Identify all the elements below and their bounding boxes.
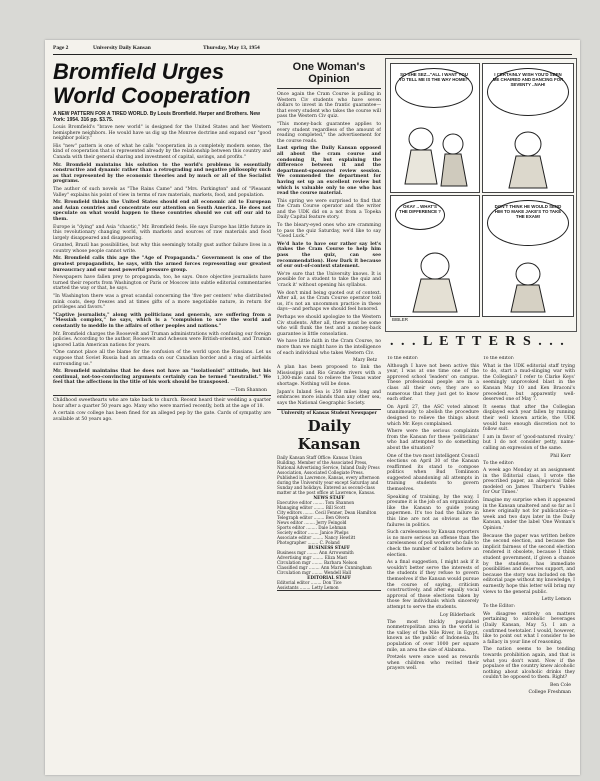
lead-paragraph: Mr. Bromfield maintains his solution to the world's problems is essentially constructive and dynamic rather than a retrograding and negative philosophy such as that represented by the economic theories and by much or all of the Socialist programs. xyxy=(53,162,271,185)
staff-line: Circulation mgr ........ Barbara Nelson xyxy=(277,560,358,566)
letter-signature: Ben Cole xyxy=(550,682,571,688)
letter-paragraph: Such carelessness by Kansan reporters is no more serious an offense than the carelessness of poll worker who fails to check the number of ballots before an election. xyxy=(387,530,479,558)
staff-line: Society editor ........ Janice Phelps xyxy=(277,530,349,536)
book-byline: A NEW PATTERN FOR A TIRED WORLD. By Louis Bromfield. Harper and Brothers. New York: 1954. 316 pp. $3.75. xyxy=(53,111,261,123)
letter-signature: College Freshman xyxy=(528,689,571,695)
letter-paragraph: Although I have not been active this year, I was at one time one of the approved school 'leaders' on campus. These professional people are in a class all their own; they are so numerous that they just get to know each other. xyxy=(387,363,479,403)
lead-paragraph: Mr. Bromfield maintains that he does not have an "isolationist" attitude, but his continual, not-too-convincing arguments certainly can be termed "neutralist." We feel that the affections in the title of his work should be transposed. xyxy=(53,369,271,386)
masthead-name: Daily Kansan xyxy=(297,417,361,454)
staff-line: Sports editor ........ Dale Lehman xyxy=(277,525,347,531)
opinion-column xyxy=(277,58,381,770)
lead-article xyxy=(53,60,271,770)
letter-paragraph: It seems that after the Collegian displayed each year fallen by running their well known article, the UDK would have enough discretion not to follow suit. xyxy=(483,404,575,433)
opinion-paragraph: "This money-back guarantee applies to every student regardless of the amount of reading completed," the advertisement for the course reads. xyxy=(277,121,381,144)
speech-bubble: DON'T THINK HE WOULD SEND HIM TO MAKE JAKE'S TO TAKE THE EXAM! xyxy=(487,200,569,246)
opinion-paragraph: This spring we were surprised to find that the Cram Course operator and the writer and the UDK did on a not from a Topeka Daily Capital feature story. xyxy=(277,198,381,221)
letter-paragraph: To the editor: xyxy=(483,460,515,466)
news-staff-label: NEWS STAFF xyxy=(313,495,345,501)
newspaper-page xyxy=(45,40,580,775)
cartoon-figure-icon xyxy=(483,64,573,192)
staff-line: Advertising mgr ........ Eliza Mast xyxy=(277,555,348,561)
staff-line: Business mgr ........ Ann Arrowsmith xyxy=(277,550,354,556)
lead-paragraph: Europe is "dying" and Asia "chaotic," Mr. Bromfield feels. He says Europe has little future in this revolutionary changing world, with markets and sources of raw materials and food largely disappeared and disappearing. xyxy=(53,224,271,241)
staff-line: City editors ........ Cecil Fenner, Dean Hamilton xyxy=(277,510,377,516)
staff-line: Telegraph editor ........ Ben Olvera xyxy=(277,515,350,521)
cartoon-figure-icon xyxy=(483,196,573,316)
cartoon-credit: BIBLER xyxy=(392,317,409,322)
staff-line: Assistants ........ Letty Lemon xyxy=(277,585,339,591)
lead-paragraph: His "new" pattern is one of what he calls "cooperation in a completely modern sense, the kind of cooperation that is represented already by the relationship between this country and Canada with their general sharing and investment of capital, savings, and profits." xyxy=(53,143,271,160)
opinion-paragraph: We don't mind being quoted out of context. After all, as the Cram Course operator told us, it's not an uncommon practice in these days—and perhaps we should feel honored. xyxy=(277,290,381,313)
letter-paragraph: Because the paper was written before the second election, and because the implicit fairness of the second election rendered it obsolete, because I think student government, if given a chance by the students, has immediate possibilities and deserves support, and because the story was included on the editorial page without my knowledge, I earnestly hope this letter will bring my views to the general public. xyxy=(483,533,575,595)
opinion-paragraph: Perhaps we should apologize to the Western Civ students. After all, there must be some who will flunk the test and a money-back guarantee is little consolation. xyxy=(277,314,381,337)
letter-paragraph: A week ago Monday at an assignment in the Editorial class, I wrote the prescribed paper, an allegorical fable modeled on James Thurber's 'Fables for Our Times.' xyxy=(483,468,575,496)
issue-date: Thursday, May 13, 1954 xyxy=(203,45,260,51)
letter-paragraph: Speaking of training, by the way, I presume it is the job of an organization like the Kansan to guide young papermen. It's too bad the failure in this line are not as obvious as the failures in politics. xyxy=(387,494,479,528)
letter-paragraph: Where were the serious complaints from the Kansan for these 'politicians' who had attempted to do something about the situation? xyxy=(387,429,479,451)
filler-paragraph: A plan has been proposed to link the Mississippi and Rio Grande rivers with a 1,300-mile canal to relieve the Texas water shortage. Nothing will be done. xyxy=(277,365,381,387)
opinion-title xyxy=(277,58,381,89)
opinion-paragraph: We have little faith in the Cram Course, no more than we might have in the intelligence of each individual who takes Western Civ. xyxy=(277,339,381,356)
cartoon-panel-1 xyxy=(390,63,480,193)
lead-paragraph: The author of such novels as "The Rains Came" and "Mrs. Parkington" and of "Pleasant Valley" explains his point of view in terms of raw materials, markets, food, and population. xyxy=(53,186,271,198)
paper-name: University Daily Kansan xyxy=(93,45,151,51)
lead-signature: —Tom Shannon xyxy=(230,387,267,393)
staff-line: Photographer ........ C. Poland xyxy=(277,540,340,546)
letter-paragraph: What is the UDK editorial staff trying to do, start a mud-slinging war with the Collegian? I refer to Clarke Keys' seemingly unprovoked blast in the Kansan May 10 and Ken Braconi's precedent, but apparently well-deserved one of May 7. xyxy=(483,363,575,403)
staff-line: News editor ........ Jerry Feingold xyxy=(277,520,347,526)
lead-paragraph: Mr. Bromfield thinks the United States should end all economic aid to European and Asian countries and concentrate our attention on South America. He does not speculate on what would happen to these countries should we cut off our aid to them. xyxy=(53,200,271,222)
speech-bubble: I CERTAINLY WISH YOU'D SEEN ME CHAIRED AND DANCING FOR SEVENTY ..NAH! xyxy=(487,68,569,116)
filler-paragraph: Childhood sweethearts who are take back to church. Recent heard their wedding a quarter hour after a quarter 50 years ago. Many who were married recently, both at the age of 18. xyxy=(53,397,271,409)
speech-bubble: OKAY .. WHAT'S THE DIFFERENCE ? xyxy=(395,200,445,230)
filler-paragraph: The most thickly populated nonmetropolitan area in the world is the valley of the Nile River, in Egypt, known as the public of Indonesia. Its population of over 1000 per square mile, an area the size of Alabama. xyxy=(387,619,479,653)
letter-paragraph: One of the two most intelligent Council elections on April 30 of the Kansan reaffirmed its stand to compose politics when Bud Tomlinson suggested abandoning all attempts in training students to govern themselves. xyxy=(387,453,479,493)
letter-signature: Letty Lemon xyxy=(541,597,571,603)
masthead xyxy=(277,409,381,591)
letters-column-1 xyxy=(387,356,479,770)
letter-signature: Loy Bilderback xyxy=(439,612,475,618)
cartoon-figure-icon xyxy=(391,64,479,192)
opinion-paragraph: To the bleary-eyed ones who are cramming to pass the quiz Saturday, we'd like to say "Good Luck." xyxy=(277,223,381,240)
page-number: Page 2 xyxy=(53,45,69,51)
cartoon-panel-3 xyxy=(390,195,480,317)
letter-paragraph: To the editor: xyxy=(387,356,419,361)
lead-paragraph: Granted, Brazil has possibilities, but why this seemingly totally gust author failure lives in a country whose people cannot write. xyxy=(53,243,271,254)
letters-column-2 xyxy=(483,356,575,770)
divider xyxy=(53,395,271,396)
opinion-title-line2: Opinion xyxy=(308,73,350,85)
lead-paragraph: Newspapers have fallen prey to propaganda, too, he says. Once objective journalists have turned their reports from Washington or Paris or Moscow into subtle editorial commentaries started the way or that, he says. xyxy=(53,275,271,292)
opinion-paragraph: Once again the Cram Course is pulling in Western Civ students who have seven dollars to invest in the frantic guarantee—that every student who takes the course will pass the Western Civ quiz. xyxy=(277,92,381,120)
lead-paragraph: Mr. Bromfield calls this age the "Age of Propaganda." Government is one of the greatest propagandists, he says, with the armed forces representing our greatest bureaucracy and our most powerful pressure group. xyxy=(53,256,271,273)
staff-line: Associate editor ........ Nancy Hewlitt xyxy=(277,535,356,541)
speech-bubble: SO SHE SEZ..."ALL I WANT YOU TO TELL ME IS THE WAY HOME!" xyxy=(395,68,473,108)
staff-line: Classified mgr ........ Ann Marie Cunningham xyxy=(277,565,372,571)
letter-paragraph: To the editor: xyxy=(483,356,515,361)
university-line: University of Kansas Student Newspaper xyxy=(281,410,377,416)
opinion-paragraph: We'd hate to have our rather say let's (takes the Cram Course to help him pass the quiz, can see recommendation). How Dark it because of our out-of-context statement. xyxy=(277,241,381,270)
opinion-title-line1: One Woman's xyxy=(292,61,366,73)
opinion-paragraph: We're sure that the University knows. It is possible for a student to take the quiz and 'crack it' without opening his syllabus. xyxy=(277,271,381,288)
masthead-info: Daily Kansan Staff Office: Kansas Union Building. Member of the Associated Press, National Advertising Service, Inland Daily Press Association, Associated Collegiate Press. Published in Lawrence, Kansas, every afternoon during the University year except Saturday and Sunday and holidays. Entered as second-class matter at the post office at Lawrence, Kansas. xyxy=(277,455,380,496)
letter-paragraph: As a final suggestion, I might ask if it wouldn't better serve the interests of the students if they refuse to govern themselves if the Kansan would pursue the course of saying, criticism constructively, and after equally vocal approval of those elections taken by those few individuals which sincerely attempt to serve the students. xyxy=(387,560,479,610)
cartoon-panel-2 xyxy=(482,63,574,193)
cartoon-panel-4 xyxy=(482,195,574,317)
editorial-staff-label: EDITORIAL STAFF xyxy=(307,575,351,581)
letter-paragraph: On April 27, the ASC voted almost unanimously to abolish the procedure designed to relieve the things about which Mr. Keys complained. xyxy=(387,404,479,427)
staff-line: Executive editor ........ Tom Shannon xyxy=(277,500,355,506)
letter-paragraph: We disagree entirely on matters pertaining to alcoholic beverages (Daily Kansan, May 5). I am a confirmed teetotaler. I would, however, like to point out what I consider to be a fallacy in your line of reasoning. xyxy=(483,611,575,645)
business-staff-label: BUSINESS STAFF xyxy=(308,545,350,551)
filler-paragraph: Pretzels were once used as rewards when children who recited their prayers well. xyxy=(387,655,479,672)
letter-paragraph: The nation seems to be tending towards prohibition again, and that is what you don't want. Now if the populace of the country knew alcoholic nothing about alcoholic drinks they couldn't be opposed to them. Right? xyxy=(483,647,575,681)
staff-line: Circulation mgr ........ Wendell Hall xyxy=(277,570,352,576)
letter-signature: Phil Kerr xyxy=(550,453,571,459)
lead-paragraph: "Captive journalists," along with politicians and generals, are suffering from a "Messiah complex," he says, which is a "compulsion to save the world and constantly to meddle in the affairs of other peoples and nations." xyxy=(53,312,271,329)
staff-line: Managing editor ........ Bill Scott xyxy=(277,505,346,511)
page-header xyxy=(53,44,572,55)
cartoon-figure-icon xyxy=(391,196,479,316)
lead-paragraph: Mr. Bromfield charges the Roosevelt and Truman administrations with confusing our foreign policies. According to the author, Roosevelt and Acheson were British-oriented, and Truman ignored Latin American nations for years. xyxy=(53,331,271,348)
letter-paragraph: I am in favor of 'good-natured rivalry,' but I do not consider petty, name-calling an expression of the same. xyxy=(483,434,575,451)
headline-line1: Bromfield Urges xyxy=(53,60,225,84)
letter-paragraph: Imagine my surprise when it appeared in the Kansan unaltered and so far as I knew originally not for publication—a week and two days later in the Daily Kansan, under the label 'One Woman's Opinion.' xyxy=(483,498,575,532)
lead-paragraph: "One cannot place all the blame for the confusion of the world upon the Russians. Let us suppose that Soviet Russia had an armada on our Canadian border and a ring of airfields surrounding us." xyxy=(53,350,271,367)
filler-paragraph: A certain cow college has been fined for an alleged pep by the gate. Cards of sympathy are available at 50 years ago. xyxy=(53,411,271,422)
lead-paragraph: "In Washington there was a great scandal concerning the 'five per centers' who distributed mink coats, deep freezes and at times gifts of a more negotiable nature, in return for privileges and favors." xyxy=(53,294,271,311)
staff-line: Editorial editor ........ Don Tice xyxy=(277,580,342,586)
headline-line2: World Cooperation xyxy=(53,83,251,108)
opinion-paragraph: Last spring the Daily Kansan opposed all about the cram course and condoning it, but explaining the difference between it and the department-sponsored review session. We commended the department for having set up an excellent review but which is valuable only to one who has read the course material. xyxy=(277,146,381,197)
filler-paragraph: Japan's Inland Sea is 250 miles long and embraces more islands than any other sea, says the National Geographic Society. xyxy=(277,389,381,406)
letters-title: . . . L E T T E R S . . . xyxy=(390,334,566,349)
lead-paragraph: Louis Bromfield's "brave new world" is designed for the United States and her Western hemisphere neighbors. He would have us dig up the Monroe doctrine and expand our "good neighbor policy." xyxy=(53,125,271,142)
letter-paragraph: To the Editor: xyxy=(483,604,516,610)
opinion-signature: Mary Betz xyxy=(352,358,377,364)
editorial-cartoon xyxy=(385,58,577,332)
